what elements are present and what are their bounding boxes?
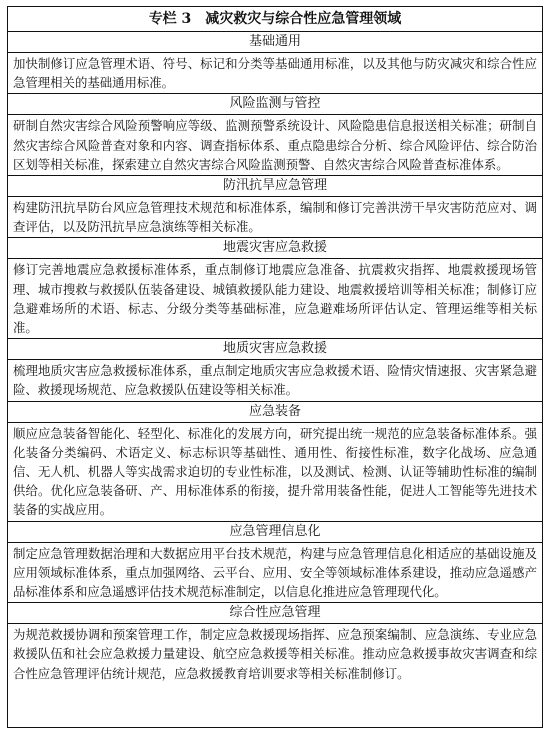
section-body: 梳理地质灾害应急救援标准体系，重点制定地质灾害应急救援术语、险情灾情速报、灾害紧急避险、救援现场规范、应急救援队伍建设等相关标准。 <box>8 360 542 401</box>
section-earthquake <box>8 238 542 339</box>
section-body: 制定应急管理数据治理和大数据应用平台技术规范，构建与应急管理信息化相适应的基础设施及应用领域标准体系，重点加强网络、云平台、应用、安全等领域标准体系建设，推动应急遥感产品标准体系和应急遥感评估技术规范标准制定，以信息化推进应急管理现代化。 <box>8 543 542 604</box>
section-flood-drought <box>8 176 542 238</box>
section-equipment <box>8 402 542 522</box>
section-heading: 应急装备 <box>8 402 542 423</box>
section-heading: 地质灾害应急救援 <box>8 339 542 360</box>
section-basic <box>8 32 542 94</box>
section-informatization <box>8 522 542 604</box>
box-title: 专栏 3 减灾救灾与综合性应急管理领域 <box>8 7 542 32</box>
section-geological <box>8 339 542 401</box>
section-heading: 地震灾害应急救援 <box>8 238 542 259</box>
section-comprehensive <box>8 603 542 684</box>
section-body: 修订完善地震应急救援标准体系，重点制修订地震应急准备、抗震救灾指挥、地震救援现场管理、城市搜救与救援队伍装备建设、城镇救援队能力建设、地震救援培训等相关标准；制修订应急避难场所的术语、标志、分级分类等基础标准，应急避难场所评估认定、管理运维等相关标准。 <box>8 259 542 339</box>
section-heading: 基础通用 <box>8 32 542 53</box>
section-heading: 防汛抗旱应急管理 <box>8 176 542 197</box>
section-body: 加快制修订应急管理术语、符号、标记和分类等基础通用标准，以及其他与防灾减灾和综合性应急管理相关的基础通用标准。 <box>8 53 542 94</box>
section-risk-monitoring <box>8 94 542 176</box>
section-body: 为规范救援协调和预案管理工作，制定应急救援现场指挥、应急预案编制、应急演练、专业应急救援队伍和社会应急救援力量建设、航空应急救援等相关标准。推动应急救援事故灾害调查和综合性应急管理评估统计规范，应急救援教育培训要求等相关标准制修订。 <box>13 627 537 681</box>
section-heading: 风险监测与管控 <box>8 94 542 115</box>
section-body: 研制自然灾害综合风险预警响应等级、监测预警系统设计、风险隐患信息报送相关标准；研制自然灾害综合风险普查对象和内容、调查指标体系、重点隐患综合分析、综合风险评估、综合防治区划等相关标准，探索建立自然灾害综合风险监测预警、自然灾害综合风险普查标准体系。 <box>8 115 542 176</box>
sidebar-box <box>7 6 543 728</box>
section-heading: 应急管理信息化 <box>8 522 542 543</box>
section-body: 顺应应急装备智能化、轻型化、标准化的发展方向，研究提出统一规范的应急装备标准体系。强化装备分类编码、术语定义、标志标识等基础性、通用性、衔接性标准，数字化战场、应急通信、无人机、机器人等实战需求迫切的专业性标准，以及测试、检测、认证等辅助性标准的编制供给。优化应急装备研、产、用标准体系的衔接，提升常用装备性能，促进人工智能等先进技术装备的实战应用。 <box>8 423 542 522</box>
section-body: 构建防汛抗旱防台风应急管理技术规范和标准体系，编制和修订完善洪涝干旱灾害防范应对、调查评估，以及防汛抗旱应急演练等相关标准。 <box>8 197 542 238</box>
section-heading: 综合性应急管理 <box>8 603 542 624</box>
